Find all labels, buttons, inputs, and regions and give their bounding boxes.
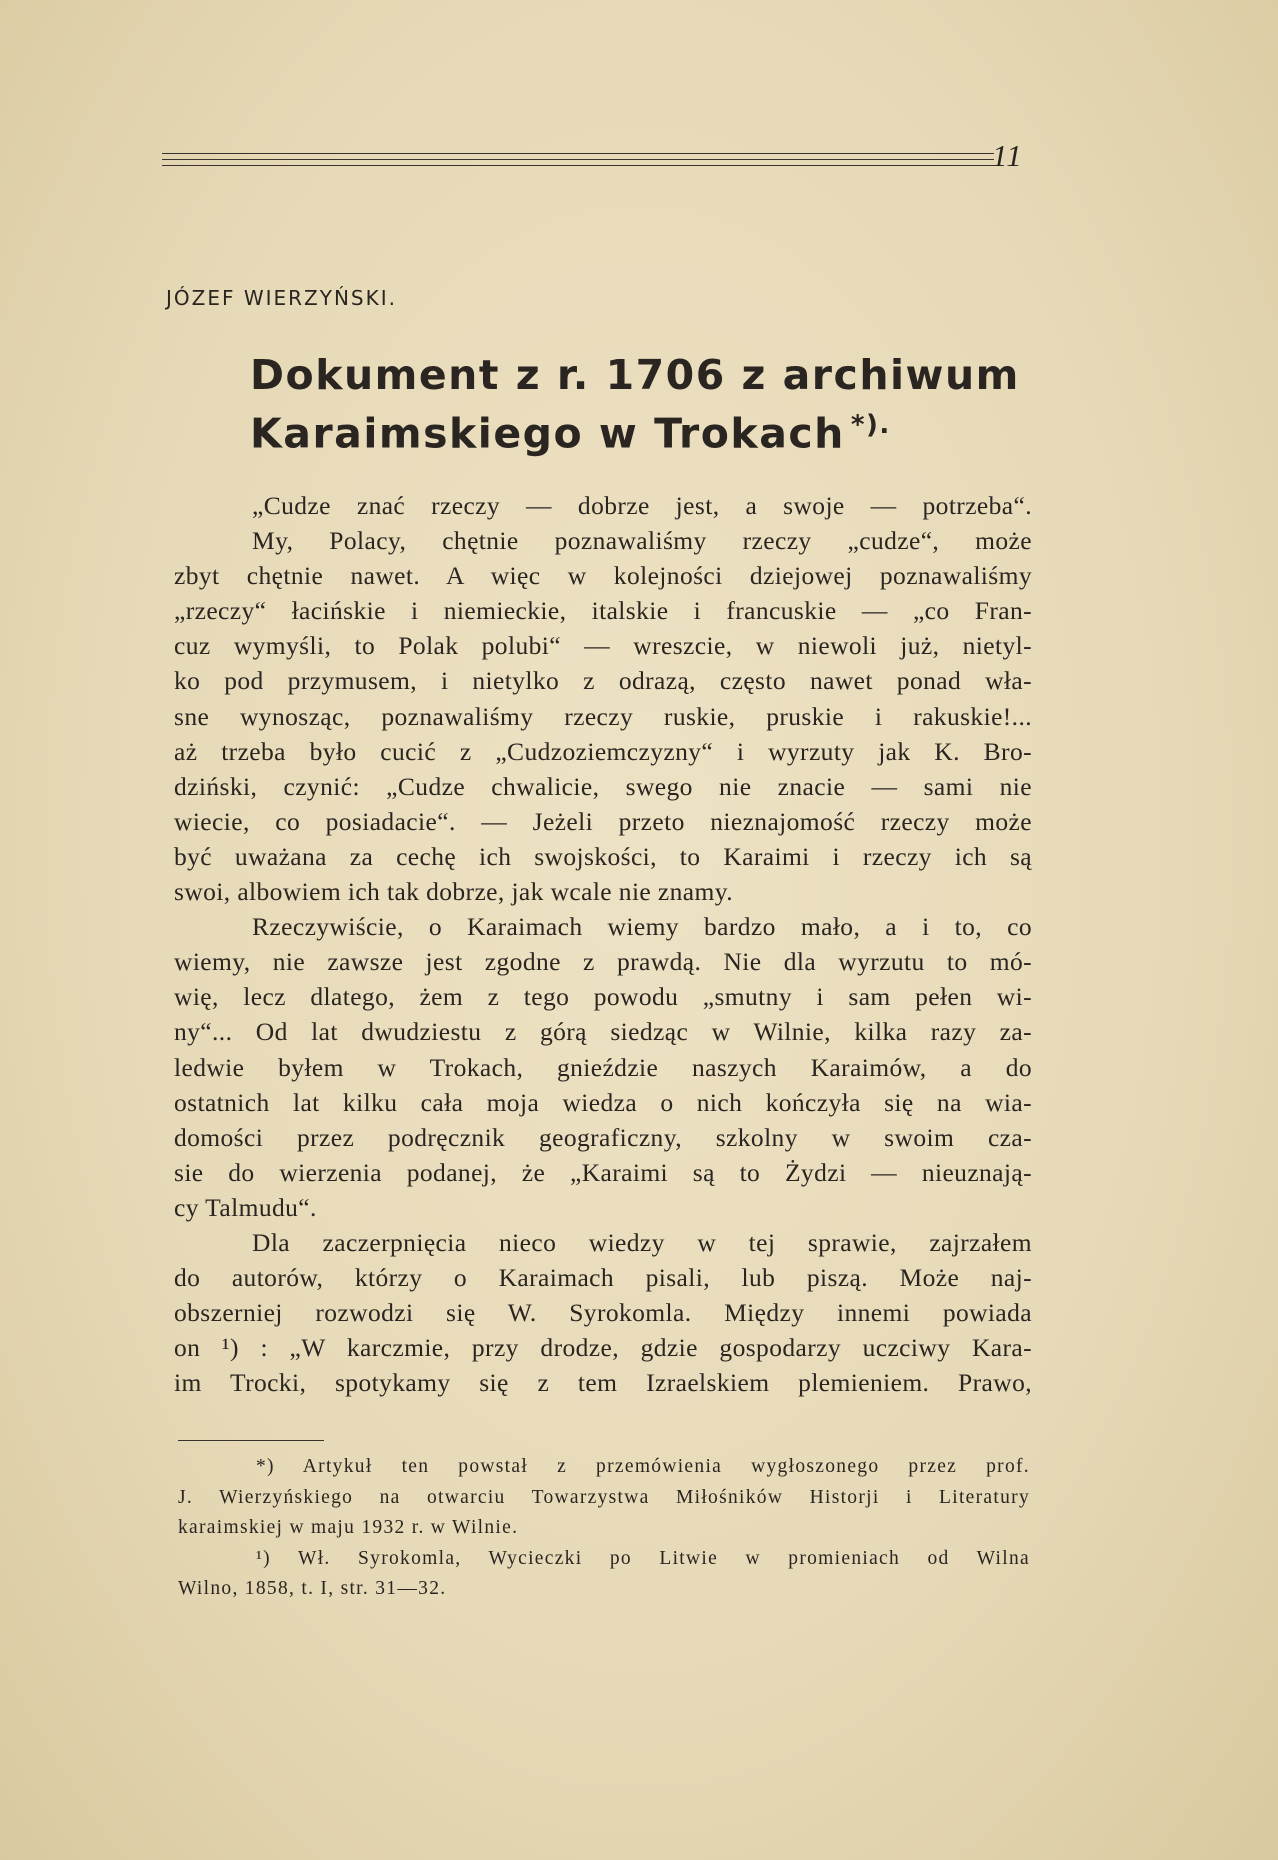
footnote-line: *) Artykuł ten powstał z przemówienia wygłoszonego przez prof. xyxy=(256,1456,1030,1477)
footnote-separator xyxy=(178,1440,324,1441)
header-rule-bottom xyxy=(162,165,994,166)
body-line: ny“... Od lat dwudziestu z górą siedząc w Wilnie, kilka razy za- xyxy=(174,1017,1032,1047)
body-line: My, Polacy, chętnie poznawaliśmy rzeczy „cudze“, może xyxy=(252,526,1032,556)
body-line: być uważana za cechę ich swojskości, to Karaimi i rzeczy ich są xyxy=(174,841,1032,871)
body-line: wiecie, co posiadacie“. — Jeżeli przeto nieznajomość rzeczy może xyxy=(174,806,1032,836)
body-line: obszerniej rozwodzi się W. Syrokomla. Między innemi powiada xyxy=(174,1298,1032,1328)
body-line: Rzeczywiście, o Karaimach wiemy bardzo mało, a i to, co xyxy=(252,912,1032,942)
body-line: wiemy, nie zawsze jest zgodne z prawdą. Nie dla wyrzutu to mó- xyxy=(174,947,1032,977)
body-line: ledwie byłem w Trokach, gnieździe naszych Karaimów, a do xyxy=(174,1052,1032,1082)
footnote-line: Wilno, 1858, t. I, str. 31—32. xyxy=(178,1578,447,1599)
article-body xyxy=(174,488,1032,1400)
body-line: cuz wymyśli, to Polak polubi“ — wreszcie, w niewoli już, nietyl- xyxy=(174,631,1032,661)
body-line: sie do wierzenia podanej, że „Karaimi są to Żydzi — nieuznają- xyxy=(174,1157,1032,1187)
body-line: ko pod przymusem, i nietylko z odrazą, często nawet ponad wła- xyxy=(174,666,1032,696)
footnote-line: J. Wierzyńskiego na otwarciu Towarzystwa Miłośników Historji i Literatury xyxy=(178,1486,1030,1508)
body-line: im Trocki, spotykamy się z tem Izraelskiem plemieniem. Prawo, xyxy=(174,1368,1032,1398)
header-rule-middle xyxy=(162,159,994,160)
body-line: dziński, czynić: „Cudze chwalicie, swego nie znacie — sami nie xyxy=(174,771,1032,801)
body-line: ostatnich lat kilku cała moja wiedza o nich kończyła się na wia- xyxy=(174,1087,1032,1117)
title-footnote-marker: *). xyxy=(850,410,891,440)
body-line: wię, lecz dlatego, żem z tego powodu „smutny i sam pełen wi- xyxy=(174,982,1032,1012)
body-line: Dla zaczerpnięcia nieco wiedzy w tej sprawie, zajrzałem xyxy=(252,1227,1032,1257)
header-rule-top xyxy=(162,153,994,154)
body-line: domości przez podręcznik geograficzny, szkolny w swoim cza- xyxy=(174,1122,1032,1152)
body-line: zbyt chętnie nawet. A więc w kolejności dziejowej poznawaliśmy xyxy=(174,561,1032,591)
body-line: „rzeczy“ łacińskie i niemieckie, italskie i francuskie — „co Fran- xyxy=(174,596,1032,626)
article-title xyxy=(250,350,1020,459)
body-line: aż trzeba było cucić z „Cudzoziemczyzny“ i wyrzuty jak K. Bro- xyxy=(174,736,1032,766)
footnotes xyxy=(178,1452,1030,1605)
footnote-line: ¹) Wł. Syrokomla, Wycieczki po Litwie w promieniach od Wilna xyxy=(256,1547,1030,1569)
body-line: cy Talmudu“. xyxy=(174,1192,317,1222)
footnote-line: karaimskiej w maju 1932 r. w Wilnie. xyxy=(178,1517,519,1538)
body-line: do autorów, którzy o Karaimach pisali, lub piszą. Może naj- xyxy=(174,1263,1032,1293)
body-line: swoi, albowiem ich tak dobrze, jak wcale nie znamy. xyxy=(174,877,734,907)
body-line: sne wynosząc, poznawaliśmy rzeczy ruskie, pruskie i rakuskie!... xyxy=(174,701,1032,731)
body-line: „Cudze znać rzeczy — dobrze jest, a swoje — potrzeba“. xyxy=(252,491,1032,520)
title-line-2 xyxy=(250,400,1020,459)
body-line: on ¹) : „W karczmie, przy drodze, gdzie gospodarzy uczciwy Kara- xyxy=(174,1333,1032,1363)
author-name: JÓZEF WIERZYŃSKI. xyxy=(166,286,397,310)
page-number: 11 xyxy=(992,138,1023,173)
title-line-1: Dokument z r. 1706 z archiwum xyxy=(250,351,1020,399)
title-line-2-text: Karaimskiego w Trokach xyxy=(250,409,845,458)
